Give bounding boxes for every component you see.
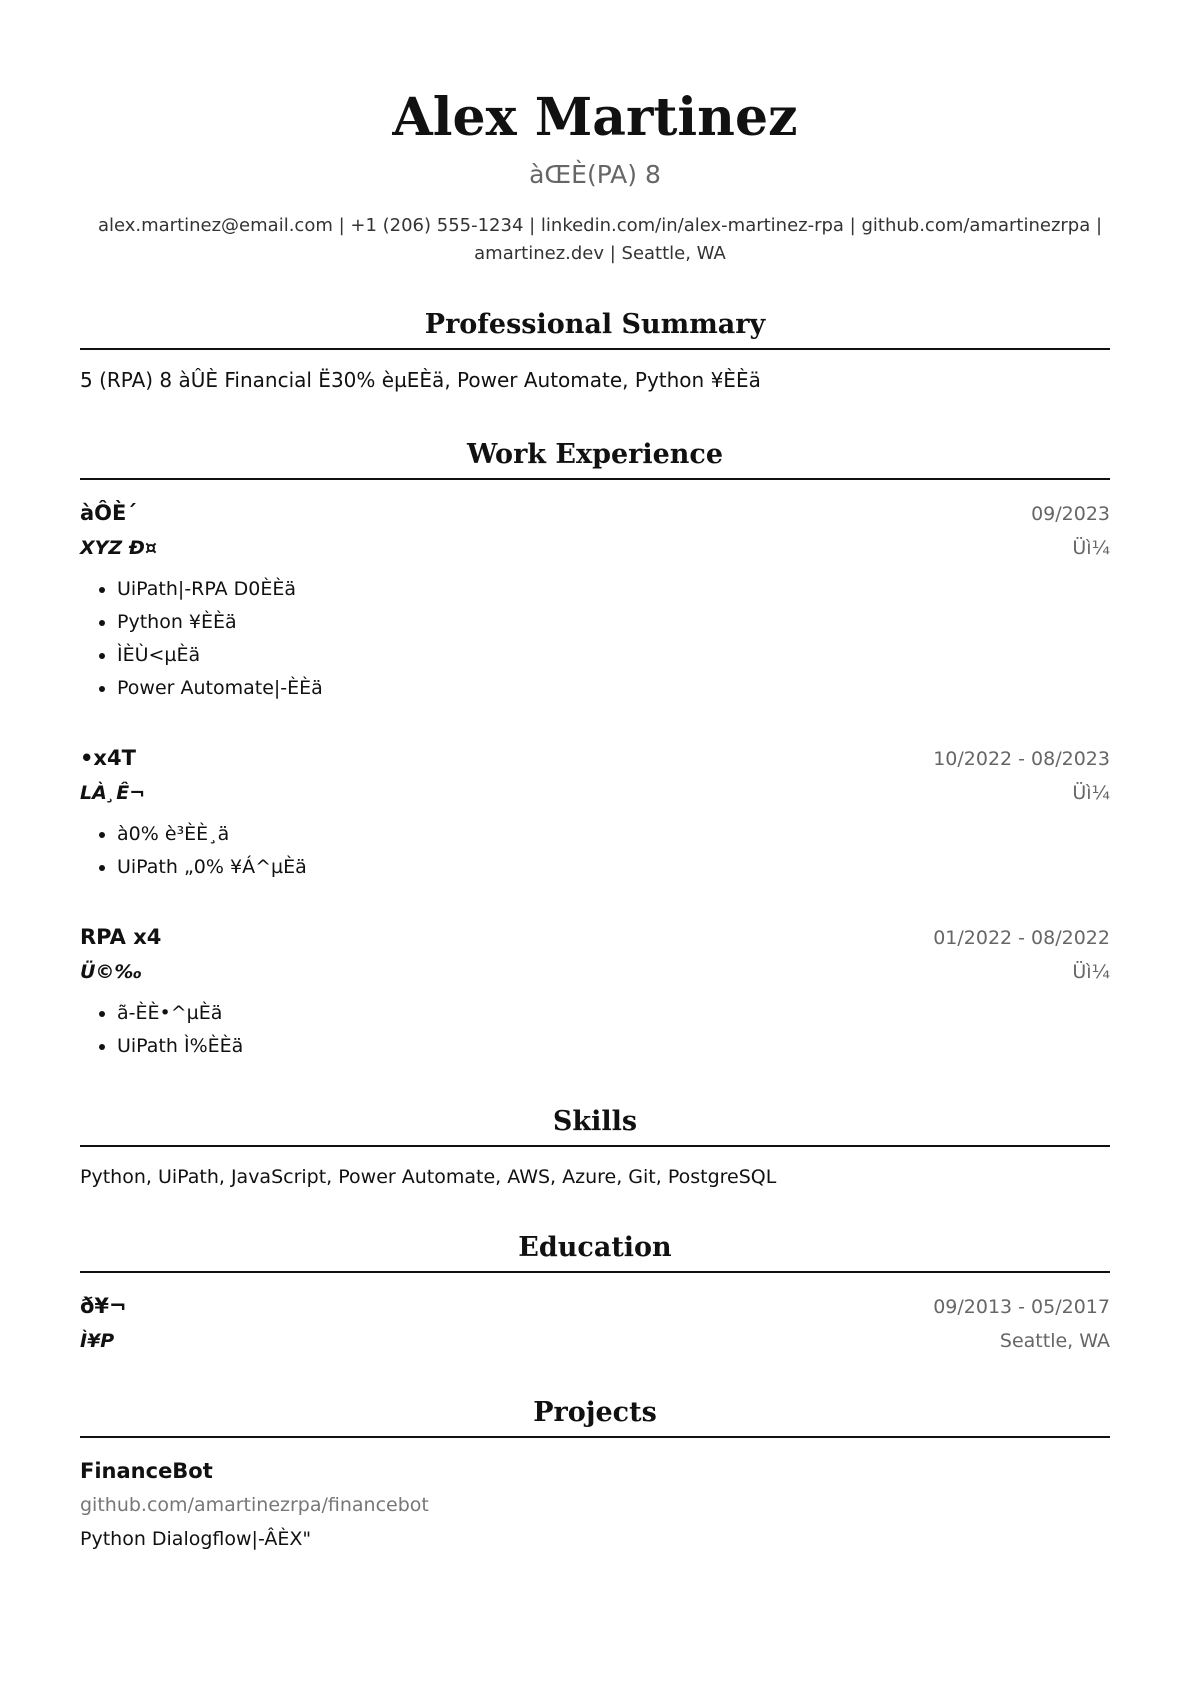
bullet-item: • ã-ÈÈ•^µÈä: [117, 997, 1110, 1030]
project-description: Python Dialogflow|-ÂÈX": [80, 1528, 312, 1550]
skills-section: [80, 1105, 1110, 1191]
school-name: ð¥¬: [80, 1294, 127, 1318]
experience-heading: Work Experience: [80, 438, 1110, 480]
candidate-headline: àŒÈ(PA) 8: [529, 160, 661, 189]
company-name: Ü©‰: [80, 961, 143, 983]
education-entry: [80, 1289, 1110, 1358]
bullet-item: • ÌÈÙ<µÈä: [117, 639, 1110, 672]
education-location: Seattle, WA: [999, 1330, 1110, 1352]
company-name: XYZ Ð¤: [80, 537, 157, 559]
experience-entry: [80, 496, 1110, 705]
summary-heading: Professional Summary: [80, 308, 1110, 350]
job-location: Üì¼: [1072, 537, 1110, 559]
job-location: Üì¼: [1072, 782, 1110, 804]
job-bullets: [80, 818, 1110, 884]
bullet-item: • UiPath „0% ¥Á^µÈä: [117, 851, 1110, 884]
projects-section: [80, 1396, 1110, 1556]
experience-entry: [80, 741, 1110, 884]
experience-section: [80, 438, 1110, 1063]
job-date: 01/2022 - 08/2022: [933, 927, 1110, 949]
bullet-item: • Python ¥ÈÈä: [117, 606, 1110, 639]
skills-list: Python, UiPath, JavaScript, Power Automate, AWS, Azure, Git, PostgreSQL: [80, 1166, 777, 1188]
contact-line: alex.martinez@email.com | +1 (206) 555-1234 | linkedin.com/in/alex-martinez-rpa | github.com/amartinezrpa | amartinez.dev | Seattle, WA: [97, 215, 1103, 264]
job-location: Üì¼: [1072, 961, 1110, 983]
projects-heading: Projects: [80, 1396, 1110, 1438]
summary-text: 5 (RPA) 8 àÛÈ Financial Ë30% èµEÈä, Power Automate, Python ¥ÈÈä: [80, 368, 761, 392]
job-title: RPA x4: [80, 925, 162, 949]
job-title: •x4T: [80, 746, 136, 770]
job-bullets: [80, 573, 1110, 705]
company-name: LÀ¸Ê¬: [80, 782, 146, 804]
bullet-item: • UiPath|-RPA D0ÈÈä: [117, 573, 1110, 606]
job-date: 10/2022 - 08/2023: [933, 748, 1110, 770]
experience-entry: [80, 920, 1110, 1063]
project-url: github.com/amartinezrpa/financebot: [80, 1494, 429, 1516]
education-heading: Education: [80, 1231, 1110, 1273]
job-bullets: [80, 997, 1110, 1063]
job-title: àÔÈ´: [80, 501, 137, 525]
degree-name: Ì¥P: [80, 1330, 115, 1352]
skills-heading: Skills: [80, 1105, 1110, 1147]
summary-section: [80, 308, 1110, 394]
project-name: FinanceBot: [80, 1459, 213, 1483]
candidate-name: Alex Martinez: [392, 87, 798, 148]
bullet-item: • UiPath Ì%ÈÈä: [117, 1030, 1110, 1063]
education-date: 09/2013 - 05/2017: [933, 1296, 1110, 1318]
bullet-item: • Power Automate|-ÈÈä: [117, 672, 1110, 705]
bullet-item: • à0% è³ÈÈ¸ä: [117, 818, 1110, 851]
job-date: 09/2023: [1031, 503, 1110, 525]
education-section: [80, 1231, 1110, 1358]
